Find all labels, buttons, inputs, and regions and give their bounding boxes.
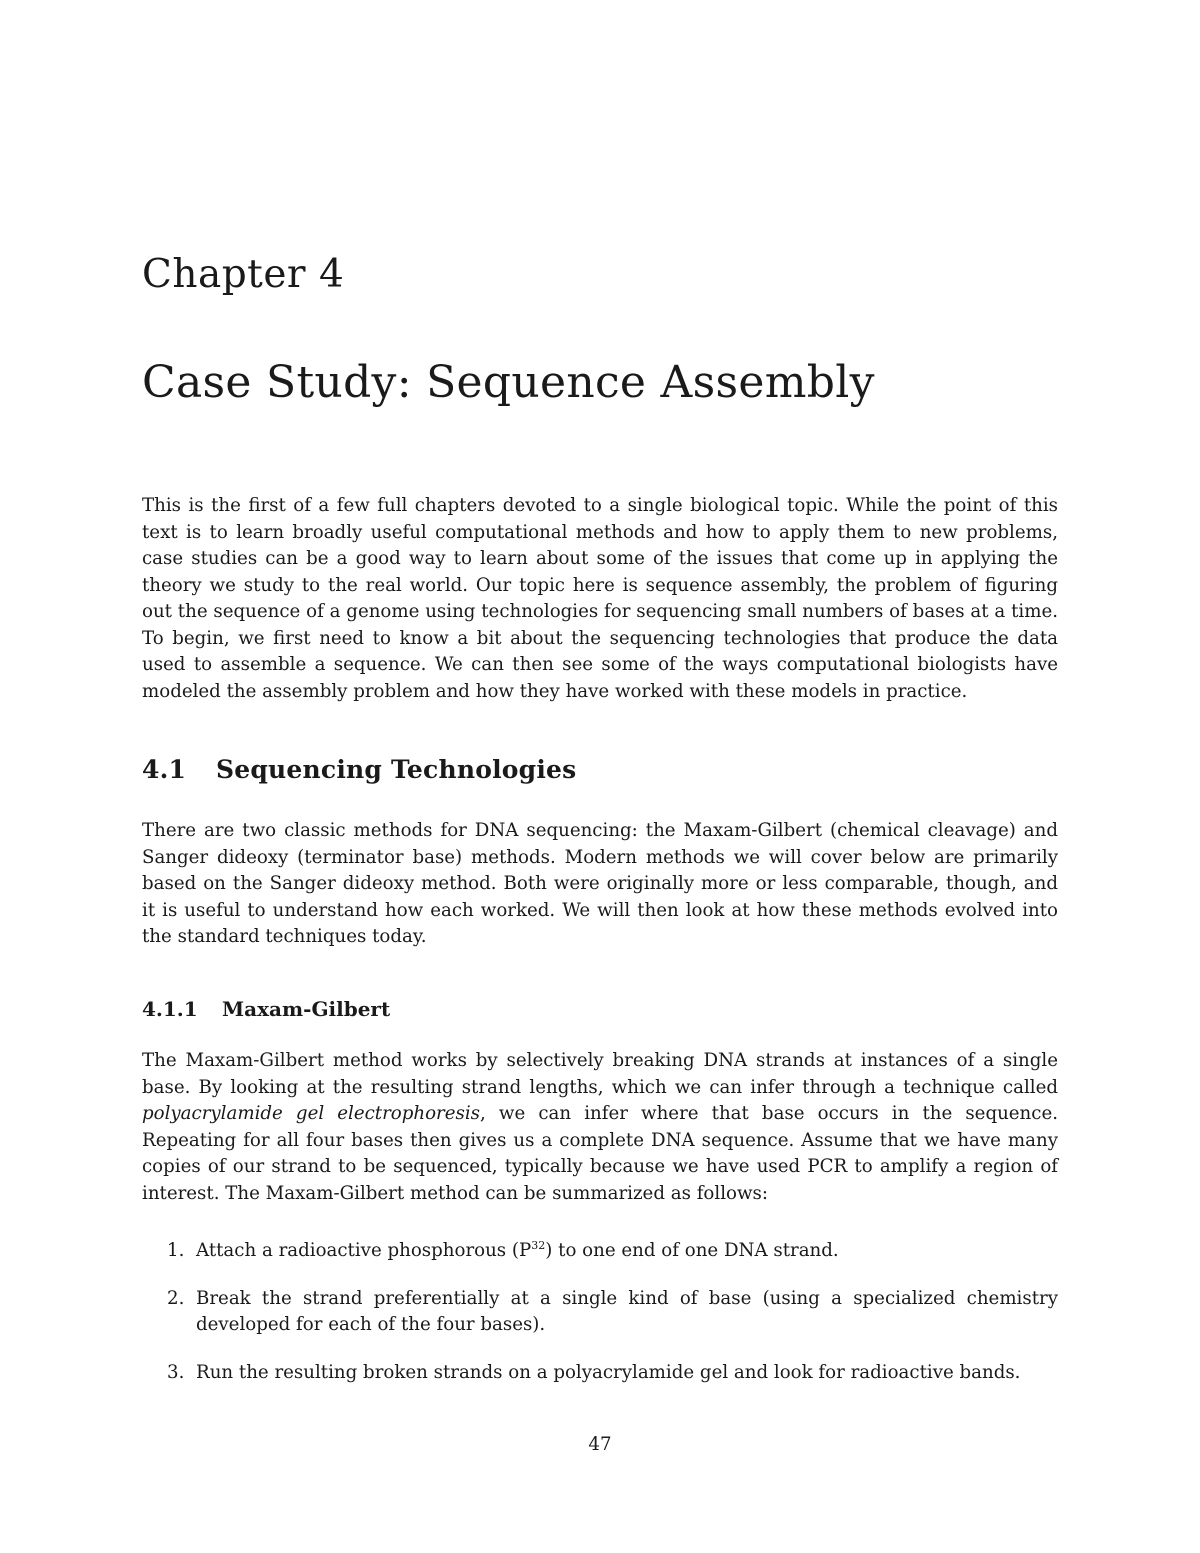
- page-number: 47: [588, 1434, 612, 1455]
- section-paragraph: There are two classic methods for DNA sequencing: the Maxam-Gilbert (chemical cleavage) and Sanger dideoxy (terminator base) methods. Modern methods we will cover below are primarily based on the Sanger dideoxy method. Both were originally more or less comparable, though, and it is useful to understand how each worked. We will then look at how these methods evolved into the standard techniques today.: [142, 820, 1058, 947]
- list-item: [142, 1286, 1058, 1339]
- subsection-text-after: , we can infer where that base occurs in the sequence. Repeating for all four bases then gives us a complete DNA sequence. Assume that we have many copies of our strand to be sequenced, typically because we have used PCR to amplify a region of interest. The Maxam-Gilbert method can be summarized as follows:: [142, 1103, 1059, 1204]
- subsection-number: 4.1.1: [142, 997, 198, 1021]
- section-heading: [142, 754, 576, 786]
- document-page: [142, 0, 1058, 1553]
- step-text: Break the strand preferentially at a single kind of base (using a specialized chemistry developed for each of the four bases).: [196, 1287, 1058, 1335]
- step-text-before: Attach a radioactive phosphorous (P: [196, 1240, 532, 1261]
- section-number: 4.1: [142, 755, 187, 784]
- subsection-heading: [142, 995, 390, 1023]
- subsection-text-before: The Maxam-Gilbert method works by selectively breaking DNA strands at instances of a single base. By looking at the resulting strand lengths, which we can infer through a technique called: [142, 1050, 1058, 1098]
- step-number: 3.: [167, 1361, 185, 1383]
- subsection-term: polyacrylamide gel electrophoresis: [142, 1103, 480, 1124]
- chapter-title: Case Study: Sequence Assembly: [142, 357, 875, 408]
- method-steps-list: [142, 1238, 1058, 1407]
- step-text: Run the resulting broken strands on a polyacrylamide gel and look for radioactive bands.: [196, 1361, 1021, 1383]
- step-text-after: ) to one end of one DNA strand.: [545, 1240, 839, 1261]
- list-item: [142, 1360, 1058, 1387]
- chapter-label: Chapter 4: [142, 252, 345, 297]
- step-number: 2.: [167, 1287, 185, 1309]
- subsection-title: Maxam-Gilbert: [222, 997, 391, 1021]
- section-title: Sequencing Technologies: [216, 755, 577, 784]
- intro-paragraph: This is the first of a few full chapters devoted to a single biological topic. While the point of this text is to learn broadly useful computational methods and how to apply them to new problems, case studies can be a good way to learn about some of the issues that come up in applying the theory we study to the real world. Our topic here is sequence assembly, the problem of figuring out the sequence of a genome using technologies for sequencing small numbers of bases at a time. To begin, we first need to know a bit about the sequencing technologies that produce the data used to assemble a sequence. We can then see some of the ways computational biologists have modeled the assembly problem and how they have worked with these models in practice.: [142, 495, 1058, 702]
- step-number: 1.: [167, 1240, 185, 1261]
- step-superscript: 32: [531, 1239, 546, 1252]
- list-item: [142, 1238, 1058, 1265]
- subsection-paragraph: [142, 1048, 1058, 1207]
